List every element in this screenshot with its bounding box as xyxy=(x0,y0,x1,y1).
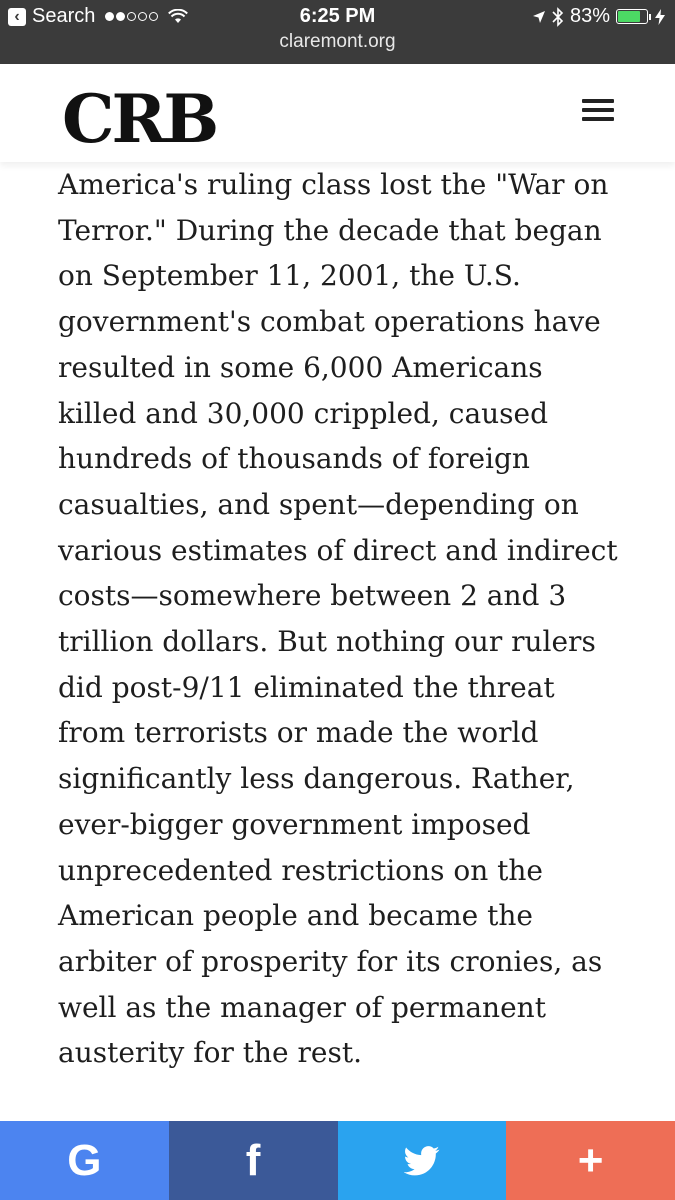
bluetooth-icon xyxy=(552,7,564,27)
battery-level xyxy=(618,11,640,22)
location-arrow-icon xyxy=(532,10,546,24)
hamburger-menu-icon[interactable] xyxy=(580,94,618,130)
back-arrow-icon: ‹ xyxy=(8,8,26,26)
battery-percent: 83% xyxy=(569,5,610,27)
url-bar[interactable]: claremont.org xyxy=(279,31,396,52)
share-twitter-button[interactable] xyxy=(338,1121,507,1200)
plus-icon: + xyxy=(577,1135,604,1185)
charging-icon xyxy=(655,9,665,25)
share-facebook-button[interactable] xyxy=(169,1121,338,1200)
facebook-icon: f xyxy=(245,1135,261,1185)
share-bar xyxy=(0,1121,675,1200)
battery-icon xyxy=(616,9,648,24)
site-header xyxy=(0,64,675,162)
battery-cap xyxy=(649,14,651,20)
share-more-button[interactable] xyxy=(506,1121,675,1200)
google-icon: G xyxy=(67,1135,102,1185)
twitter-bird-icon xyxy=(404,1146,440,1176)
back-app-label: Search xyxy=(32,5,96,27)
clock: 6:25 PM xyxy=(299,5,376,27)
status-bar xyxy=(0,0,675,64)
article-body xyxy=(58,162,618,1076)
site-logo[interactable]: CRB xyxy=(62,80,217,158)
article-paragraph: America's ruling class lost the "War on Terror." During the decade that began on September 11, 2001, the U.S. government's combat operations have resulted in some 6,000 Americans killed and 30,000 crippled, caused hundreds of thousands of foreign casualties, and spent—depending on various estimates of direct and indirect costs—somewhere between 2 and 3 trillion dollars. But nothing our rulers did post-9/11 eliminated the threat from terrorists or made the world significantly less dangerous. Rather, ever-bigger government imposed unprecedented restrictions on the American people and became the arbiter of prosperity for its cronies, as well as the manager of permanent austerity for the rest. xyxy=(58,168,618,1070)
share-google-button[interactable] xyxy=(0,1121,169,1200)
